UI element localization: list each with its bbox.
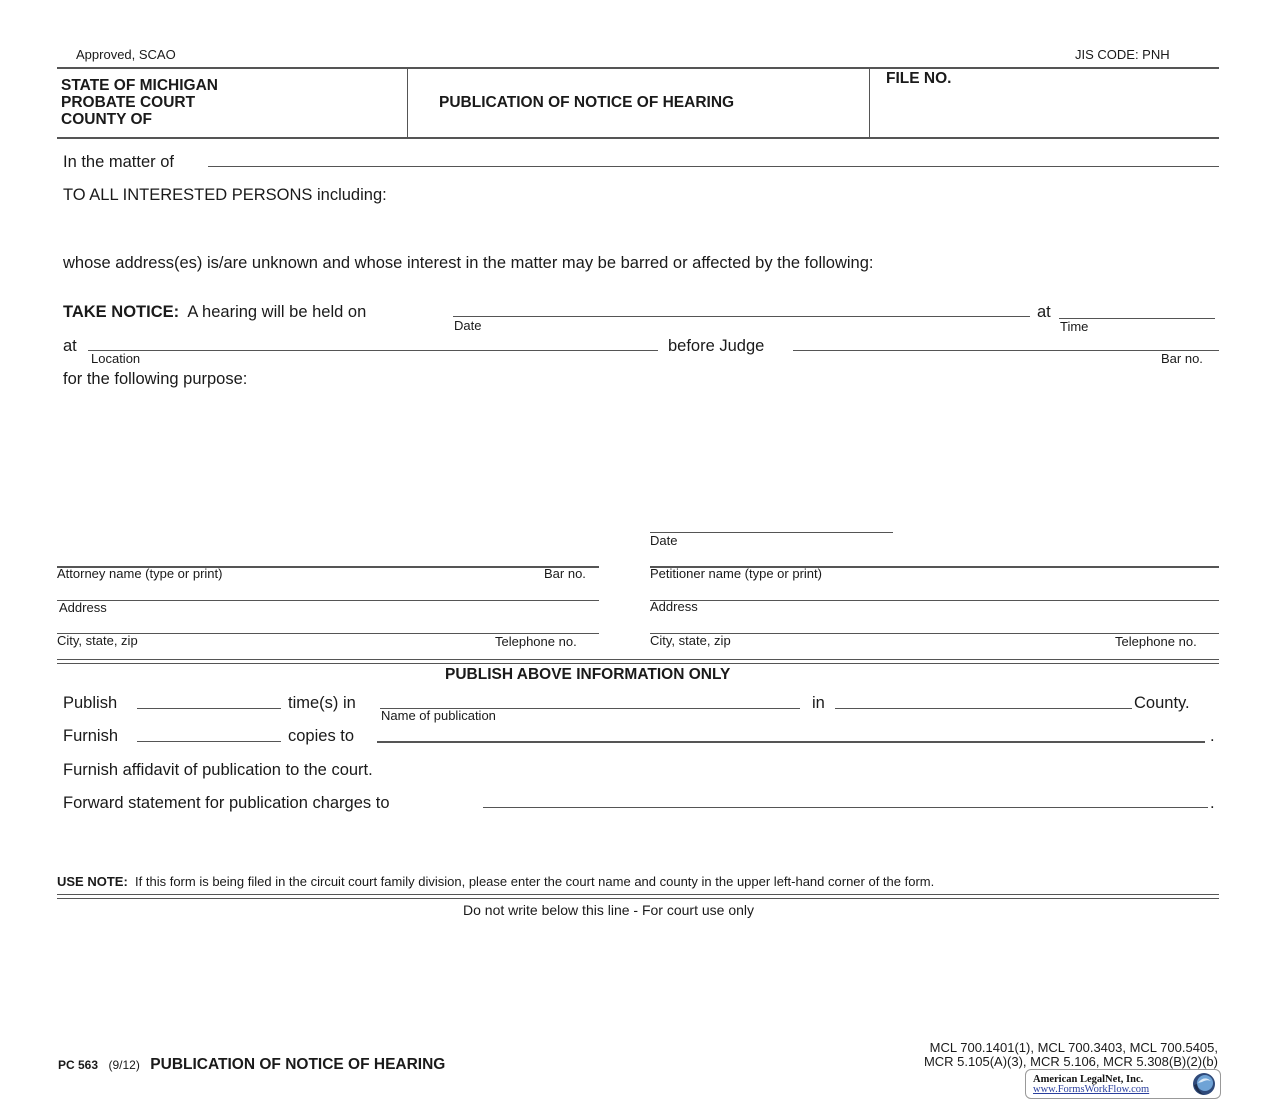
court-use-rule-2 bbox=[57, 898, 1219, 899]
signature-date-caption: Date bbox=[650, 533, 678, 548]
take-notice-line bbox=[63, 303, 366, 322]
at-location-label: at bbox=[63, 337, 77, 355]
file-no-label: FILE NO. bbox=[886, 70, 952, 87]
county-label: County. bbox=[1134, 694, 1190, 712]
furnish-copies-field[interactable] bbox=[137, 741, 281, 742]
purpose-field[interactable] bbox=[63, 394, 1213, 514]
date-caption: Date bbox=[454, 318, 482, 333]
form-title: PUBLICATION OF NOTICE OF HEARING bbox=[439, 94, 735, 111]
purpose-label: for the following purpose: bbox=[63, 370, 248, 388]
form-revision: (9/12) bbox=[108, 1058, 140, 1072]
header-top-rule bbox=[57, 67, 1219, 69]
form-code: PC 563 bbox=[58, 1058, 99, 1072]
publish-county-field[interactable] bbox=[835, 708, 1132, 709]
court-block bbox=[61, 77, 218, 128]
judge-field[interactable] bbox=[793, 350, 1219, 351]
court-use-rule-1 bbox=[57, 894, 1219, 895]
petitioner-city-caption: City, state, zip bbox=[650, 633, 731, 648]
court-line-county[interactable]: COUNTY OF bbox=[61, 111, 152, 128]
court-line-court: PROBATE COURT bbox=[61, 94, 196, 111]
take-notice-text: A hearing will be held on bbox=[187, 303, 367, 321]
attorney-city-caption: City, state, zip bbox=[57, 633, 138, 648]
forward-statement-label: Forward statement for publication charges to bbox=[63, 794, 390, 812]
times-in-label: time(s) in bbox=[288, 694, 356, 712]
publication-name-caption: Name of publication bbox=[381, 708, 496, 723]
petitioner-address-field[interactable] bbox=[650, 600, 1219, 601]
american-legalnet-logo[interactable] bbox=[1025, 1069, 1221, 1099]
attorney-address-field[interactable] bbox=[57, 600, 599, 601]
header-divider-2 bbox=[869, 68, 870, 138]
footer-form-id bbox=[58, 1056, 445, 1074]
court-use-only-text: Do not write below this line - For court use only bbox=[463, 902, 755, 918]
interested-persons-field[interactable] bbox=[63, 208, 1213, 248]
matter-label: In the matter of bbox=[63, 153, 174, 171]
petitioner-phone-caption: Telephone no. bbox=[1115, 634, 1197, 649]
publish-label: Publish bbox=[63, 694, 118, 712]
publish-heading: PUBLISH ABOVE INFORMATION ONLY bbox=[445, 666, 731, 683]
location-field[interactable] bbox=[88, 350, 658, 351]
use-note bbox=[57, 874, 934, 889]
in-county-label: in bbox=[812, 694, 825, 712]
take-notice-label: TAKE NOTICE: bbox=[63, 303, 180, 321]
before-judge-label: before Judge bbox=[668, 337, 765, 355]
jis-code: JIS CODE: PNH bbox=[1075, 47, 1170, 62]
attorney-bar-no-caption: Bar no. bbox=[544, 566, 586, 581]
approved-label: Approved, SCAO bbox=[76, 47, 176, 62]
statutes-line-2: MCR 5.105(A)(3), MCR 5.106, MCR 5.308(B)(2)(b) bbox=[923, 1054, 1218, 1069]
hearing-date-field[interactable] bbox=[453, 316, 1030, 317]
publish-times-field[interactable] bbox=[137, 708, 281, 709]
header-divider-1 bbox=[407, 68, 408, 138]
time-caption: Time bbox=[1060, 319, 1089, 334]
petitioner-name-caption: Petitioner name (type or print) bbox=[650, 566, 822, 581]
statute-references bbox=[924, 1041, 1218, 1069]
signature-date-field[interactable] bbox=[650, 532, 893, 533]
affidavit-text: Furnish affidavit of publication to the court. bbox=[63, 761, 373, 779]
logo-url-link[interactable]: www.FormsWorkFlow.com bbox=[1033, 1084, 1150, 1095]
location-caption: Location bbox=[91, 351, 141, 366]
copies-period: . bbox=[1210, 727, 1215, 745]
at-time-label: at bbox=[1037, 303, 1051, 321]
copies-to-label: copies to bbox=[288, 727, 355, 745]
matter-field[interactable] bbox=[208, 166, 1219, 167]
unknown-address-text: whose address(es) is/are unknown and whose interest in the matter may be barred or affected by the following: bbox=[63, 254, 874, 272]
use-note-text: If this form is being filed in the circuit court family division, please enter the court name and county in the upper left-hand corner of the form. bbox=[135, 874, 935, 889]
header-bottom-rule bbox=[57, 137, 1219, 139]
statutes-line-1: MCL 700.1401(1), MCL 700.3403, MCL 700.5405, bbox=[929, 1040, 1218, 1055]
attorney-phone-caption: Telephone no. bbox=[495, 634, 577, 649]
furnish-label: Furnish bbox=[63, 727, 119, 745]
petitioner-address-caption: Address bbox=[650, 599, 698, 614]
judge-bar-no-caption: Bar no. bbox=[1161, 351, 1203, 366]
copies-to-field[interactable] bbox=[377, 741, 1205, 743]
logo-company-name: American LegalNet, Inc. bbox=[1033, 1074, 1144, 1085]
forward-statement-field[interactable] bbox=[483, 807, 1208, 808]
globe-icon bbox=[1190, 1071, 1218, 1097]
use-note-label: USE NOTE: bbox=[57, 874, 128, 889]
attorney-address-caption: Address bbox=[59, 600, 107, 615]
attorney-name-caption: Attorney name (type or print) bbox=[57, 566, 223, 581]
forward-period: . bbox=[1210, 794, 1215, 812]
file-no-field[interactable] bbox=[880, 90, 1210, 130]
court-line-state: STATE OF MICHIGAN bbox=[61, 77, 218, 94]
interested-persons-label: TO ALL INTERESTED PERSONS including: bbox=[63, 186, 387, 204]
publish-rule-top-1 bbox=[57, 659, 1219, 660]
publish-rule-top-2 bbox=[57, 663, 1219, 664]
footer-title: PUBLICATION OF NOTICE OF HEARING bbox=[150, 1056, 446, 1073]
